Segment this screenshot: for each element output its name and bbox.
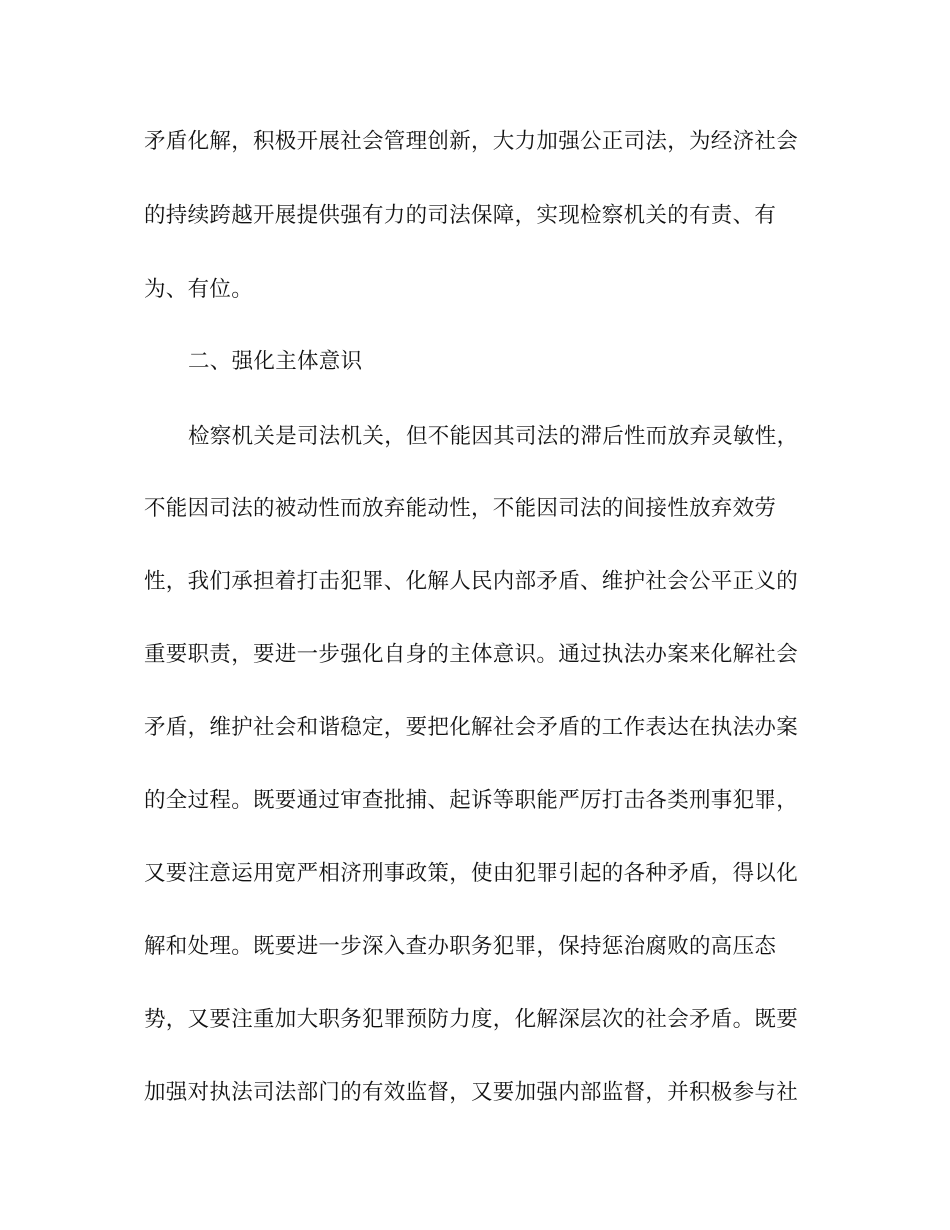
text-line: 势，又要注重加大职务犯罪预防力度，化解深层次的社会矛盾。既要 xyxy=(144,1007,799,1032)
section-heading: 二、强化主体意识 xyxy=(188,349,363,374)
text-line: 解和处理。既要进一步深入查办职务犯罪，保持惩治腐败的高压态 xyxy=(144,934,777,959)
text-line: 的全过程。既要通过审查批捕、起诉等职能严厉打击各类刑事犯罪， xyxy=(144,788,799,813)
text-line: 又要注意运用宽严相济刑事政策，使由犯罪引起的各种矛盾，得以化 xyxy=(144,861,799,886)
text-line: 加强对执法司法部门的有效监督，又要加强内部监督，并积极参与社 xyxy=(144,1080,799,1105)
text-line: 检察机关是司法机关，但不能因其司法的滞后性而放弃灵敏性， xyxy=(188,424,799,449)
text-line: 不能因司法的被动性而放弃能动性，不能因司法的间接性放弃效劳 xyxy=(144,496,777,521)
text-line: 矛盾化解，积极开展社会管理创新，大力加强公正司法，为经济社会 xyxy=(144,129,799,154)
text-line: 为、有位。 xyxy=(144,277,254,302)
text-line: 重要职责，要进一步强化自身的主体意识。通过执法办案来化解社会 xyxy=(144,642,799,667)
text-line: 的持续跨越开展提供强有力的司法保障，实现检察机关的有责、有 xyxy=(144,203,777,228)
text-line: 矛盾，维护社会和谐稳定，要把化解社会矛盾的工作表达在执法办案 xyxy=(144,715,799,740)
text-line: 性，我们承担着打击犯罪、化解人民内部矛盾、维护社会公平正义的 xyxy=(144,569,799,594)
